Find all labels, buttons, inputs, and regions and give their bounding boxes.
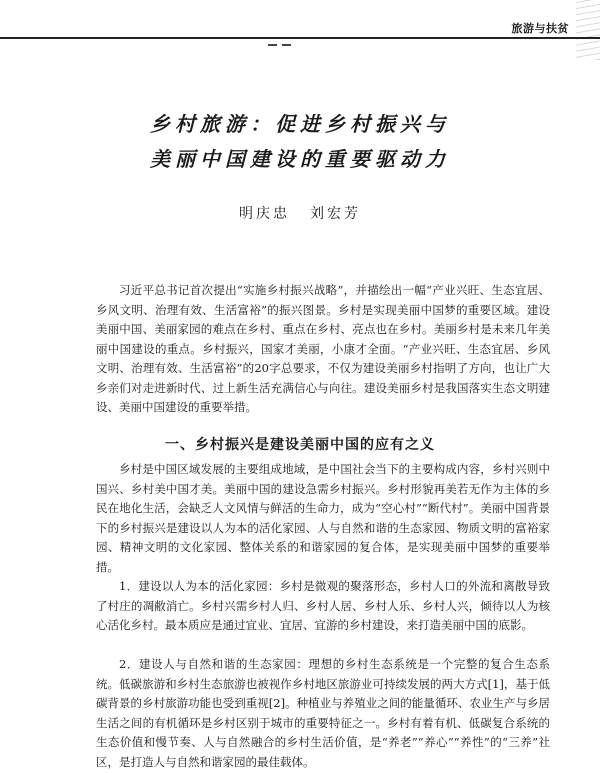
header-dash — [282, 44, 291, 46]
body-paragraph: 1．建设以人为本的活化家园：乡村是微观的聚落形态，乡村人口的外流和离散导致了村庄的凋敝消亡。乡村兴需乡村人归、乡村人居、乡村人乐、乡村人兴，倾待以人为核心活化乡村。最本质应是通过宜业、宜居、宜游的乡村建设，来打造美丽中国的底影。 — [96, 579, 550, 632]
abstract: 习近平总书记首次提出“实施乡村振兴战略”，并描绘出一幅“产业兴旺、生态宜居、乡风文明、治理有效、生活富裕”的振兴图景。乡村是实现美丽中国梦的重要区域。建设美丽中国、美丽家园的难点在乡村、重点在乡村、亮点也在乡村。美丽乡村是未来几年美丽中国建设的重点。乡村振兴，国家才美丽，小康才全面。“产业兴旺、生态宜居、乡风文明、治理有效、生活富裕”的20字总要求，不仅为建设美丽乡村指明了方向，也让广大乡亲们对走进新时代、过上新生活充满信心与向往。建设美丽乡村是我国落实生态文明建设、美丽中国建设的重要举措。 — [96, 283, 550, 414]
author-2: 刘宏芳 — [310, 206, 361, 222]
scan-edge-artifact — [576, 0, 600, 60]
title-line-2: 美丽中国建设的重要驱动力 — [150, 147, 450, 171]
section-label: 旅游与扶贫 — [511, 22, 569, 35]
body-paragraph: 乡村是中国区域发展的主要组成地域，是中国社会当下的主要构成内容，乡村兴则中国兴、乡村美中国才美。美丽中国的建设急需乡村振兴。乡村形貌再美若无作为主体的乡民在地化生活，会缺乏人文风情与鲜活的生命力，成为“空心村”“断代村”。美丽中国背景下的乡村振兴是建设以人为本的活化家园、人与自然和谐的生态家园、物质文明的富裕家园、精神文明的文化家园、整体关系的和谐家园的复合体，是实现美丽中国梦的重要举措。 — [96, 462, 550, 574]
author-1: 明庆忠 — [239, 206, 290, 222]
authors — [0, 203, 600, 223]
header-dash — [268, 44, 277, 46]
header-rule — [0, 37, 600, 39]
title-line-1: 乡村旅游：促进乡村振兴与 — [150, 112, 450, 136]
body-paragraph: 2．建设人与自然和谐的生态家园：理想的乡村生态系统是一个完整的复合生态系统。低碳旅游和乡村生态旅游也被视作乡村地区旅游业可持续发展的两大方式[1]，基于低碳背景的乡村旅游功能也受到重视[2]。种植业与养殖业之间的能量循环、农业生产与乡居生活之间的有机循环是乡村区别于城市的重要特征之一。乡村有着有机、低碳复合系统的生态价值和慢节奏、人与自然融合的乡村生活价值，是“养老”“养心”“养性”的“三养”社区，是打造人与自然和谐家园的最佳载体。 — [96, 657, 550, 769]
section-heading: 一、乡村振兴是建设美丽中国的应有之义 — [165, 437, 435, 453]
